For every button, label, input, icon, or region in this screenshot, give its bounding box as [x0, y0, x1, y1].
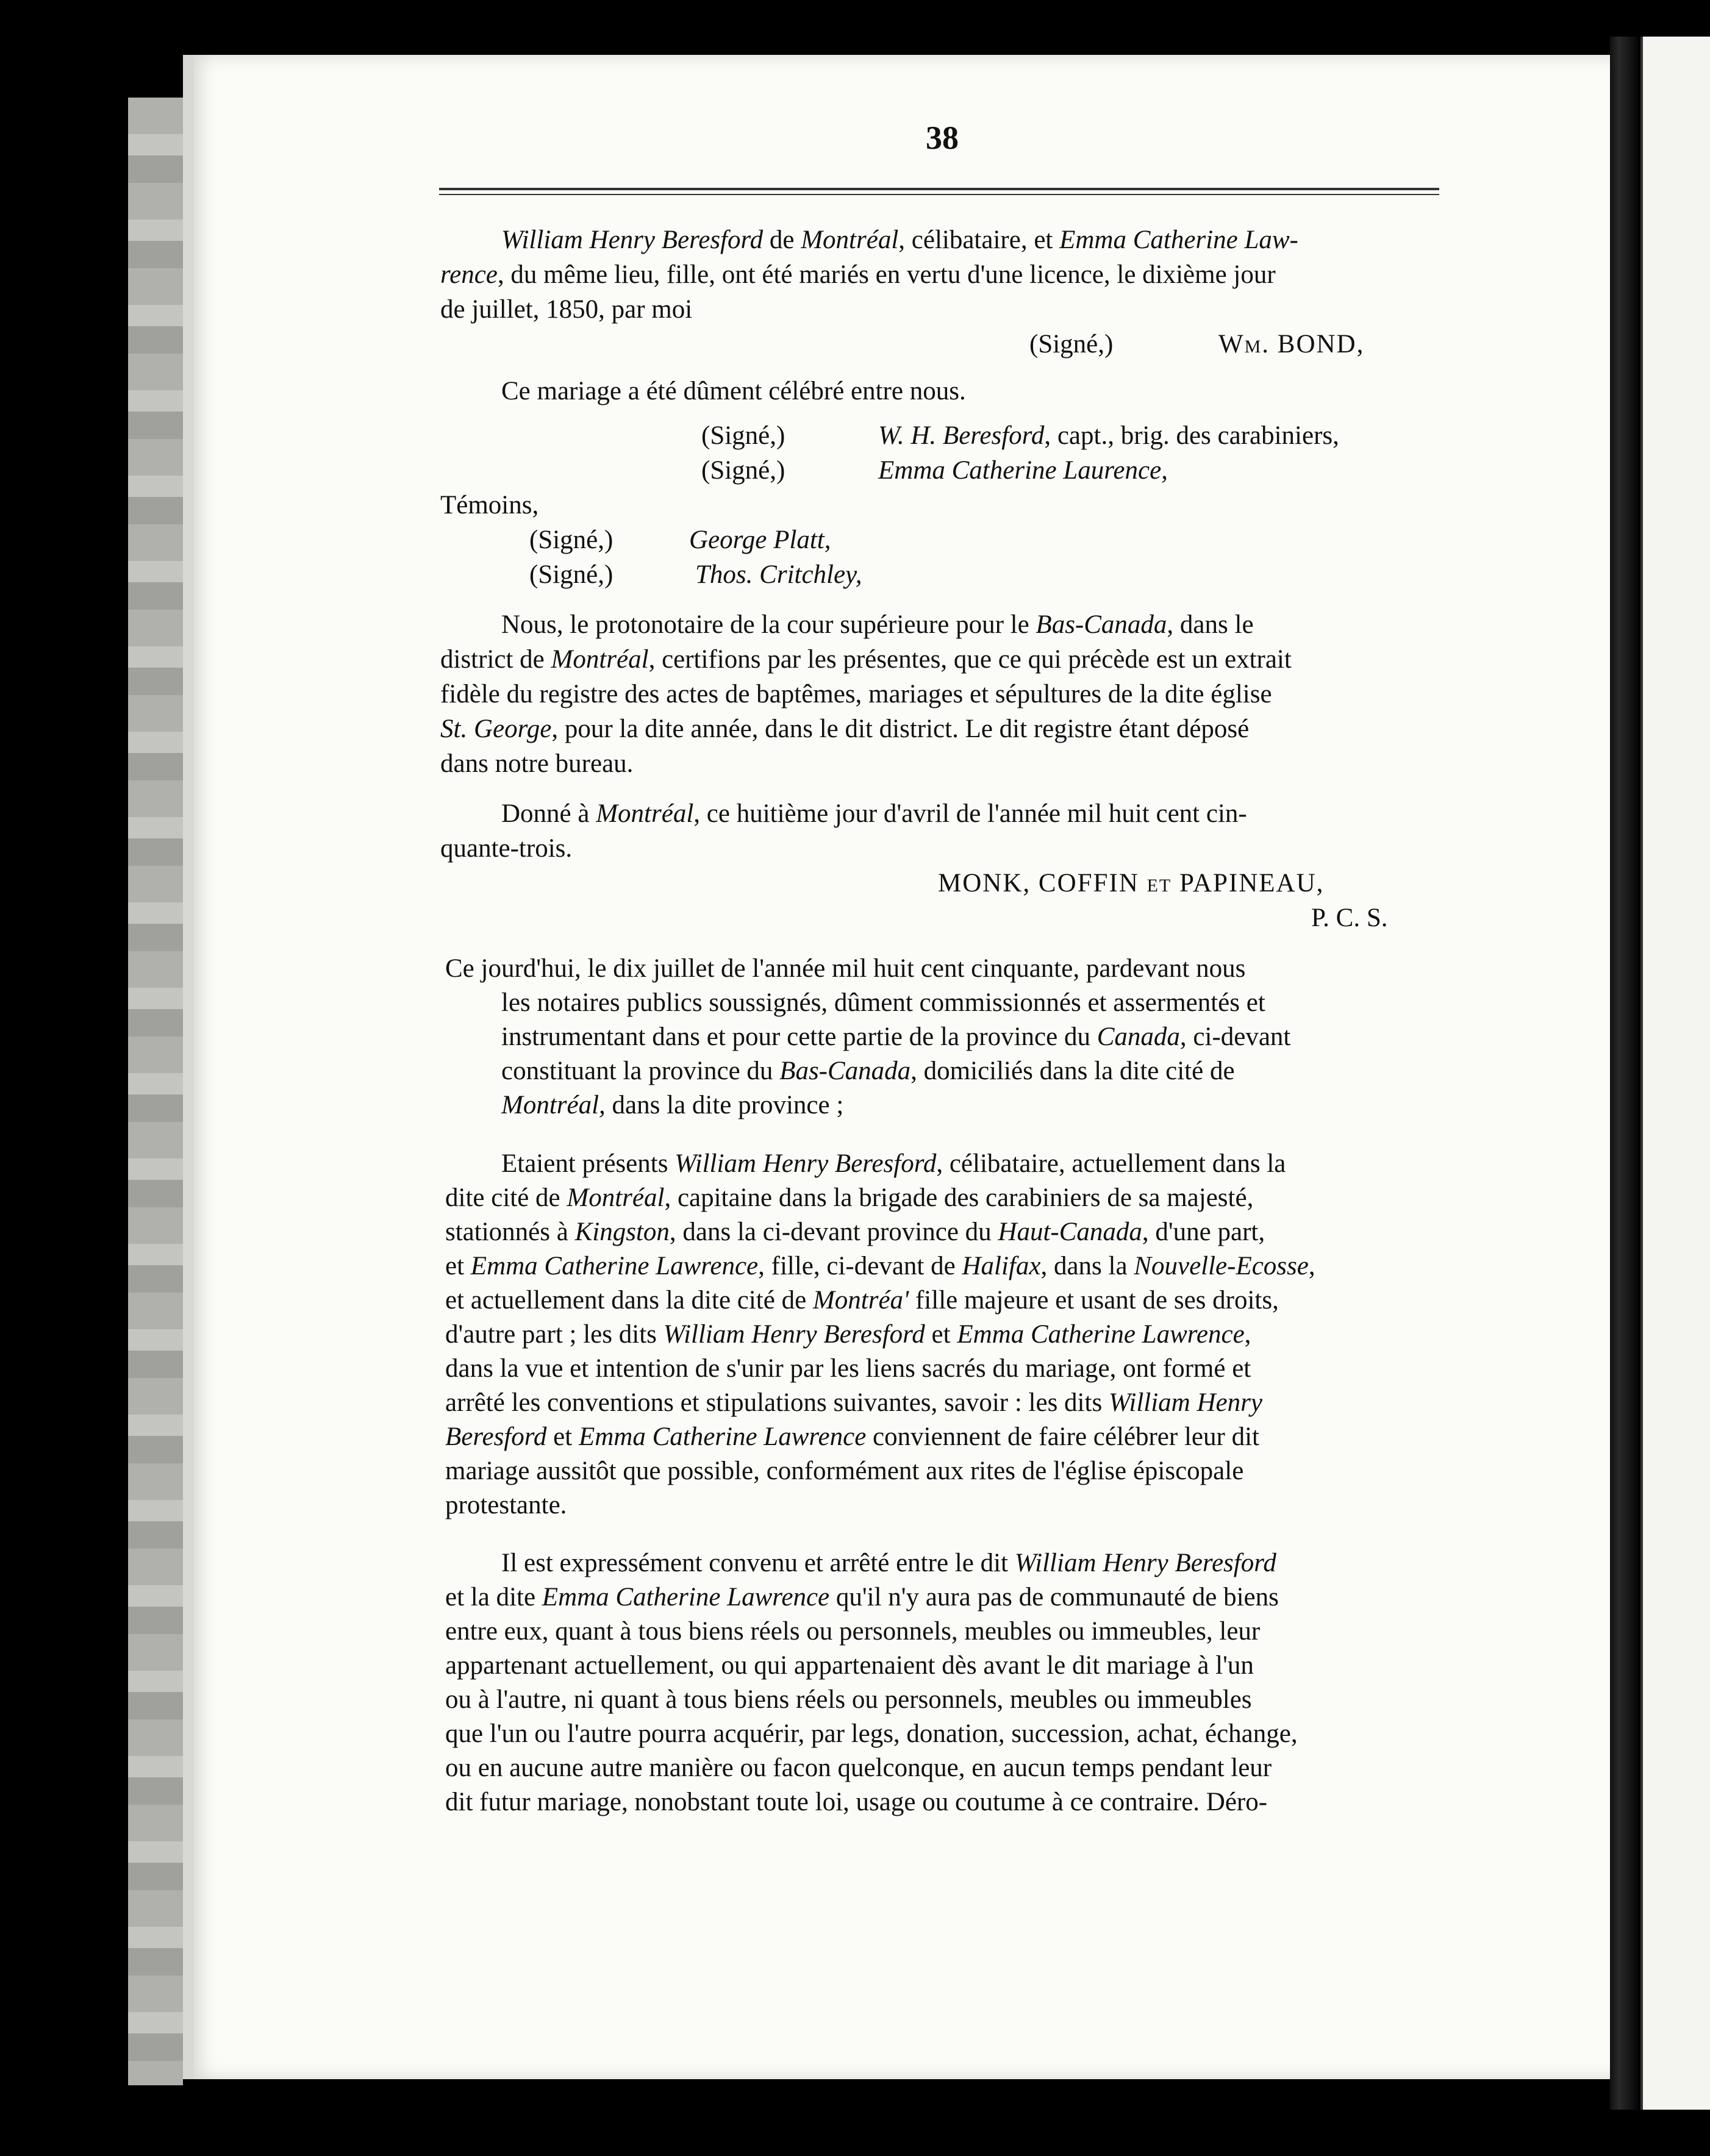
present-parties-line: dans la vue et intention de s'unir par les liens sacrés du mariage, ont formé et — [445, 1354, 1251, 1383]
present-parties-line: d'autre part ; les dits William Henry Beresford et Emma Catherine Lawrence, — [445, 1320, 1251, 1349]
agreement-line: et la dite Emma Catherine Lawrence qu'il n'y aura pas de communauté de biens — [445, 1583, 1279, 1612]
groom-name: William Henry Beresford — [501, 226, 764, 254]
contract-intro-line: Montréal, dans la dite province ; — [501, 1091, 844, 1119]
present-parties-line: stationnés à Kingston, dans la ci-devant province du Haut-Canada, d'une part, — [445, 1218, 1265, 1246]
witness-signed-2: (Signé,) — [529, 560, 614, 589]
contract-intro-line: constituant la province du Bas-Canada, domiciliés dans la dite cité de — [501, 1057, 1235, 1085]
witness-signed-1: (Signé,) — [529, 526, 614, 554]
spouse-signed-2: (Signé,) — [701, 456, 785, 485]
agreement-line: appartenant actuellement, ou qui appartenaient dès avant le dit mariage à l'un — [445, 1651, 1254, 1680]
celebration-statement: Ce mariage a été dûment célébré entre nous. — [501, 377, 966, 405]
agreement-line: Il est expressément convenu et arrêté entre le dit William Henry Beresford — [501, 1549, 1276, 1577]
protonotaries-names: MONK, COFFIN et PAPINEAU, — [938, 869, 1325, 898]
certificate-line-3: fidèle du registre des actes de baptêmes, mariages et sépultures de la dite église — [440, 680, 1272, 709]
header-rule — [439, 188, 1439, 190]
officiant-name: Wm. BOND, — [1218, 330, 1365, 359]
contract-intro-line: les notaires publics soussignés, dûment commissionnés et assermentés et — [501, 988, 1265, 1017]
present-parties-line: et actuellement dans la dite cité de Montréa' fille majeure et usant de ses droits, — [445, 1286, 1279, 1315]
witness-name-2: Thos. Critchley, — [695, 560, 862, 589]
certificate-line-1: Nous, le protonotaire de la cour supérieure pour le Bas-Canada, dans le — [501, 610, 1254, 639]
facing-page-edge — [1640, 37, 1710, 2110]
bride-name: Emma Catherine Law- — [1059, 226, 1298, 254]
protonotaries-title: P. C. S. — [1311, 904, 1388, 932]
witnesses-label: Témoins, — [440, 491, 539, 519]
spouse-signed-1: (Signé,) — [701, 421, 785, 450]
given-line-1: Donné à Montréal, ce huitième jour d'avril de l'année mil huit cent cin- — [501, 799, 1247, 828]
present-parties-line: arrêté les conventions et stipulations suivantes, savoir : les dits William Henry — [445, 1388, 1262, 1417]
spouse-signature-1: W. H. Beresford, capt., brig. des carabiniers, — [878, 421, 1339, 450]
present-parties-line: et Emma Catherine Lawrence, fille, ci-devant de Halifax, dans la Nouvelle-Ecosse, — [445, 1252, 1315, 1280]
header-rule-thin — [439, 194, 1439, 195]
place-name: Montréal — [801, 226, 899, 254]
contract-intro-line: instrumentant dans et pour cette partie de la province du Canada, ci-devant — [501, 1023, 1291, 1051]
contract-intro-line: Ce jourd'hui, le dix juillet de l'année mil huit cent cinquante, pardevant nous — [445, 954, 1246, 983]
given-line-2: quante-trois. — [440, 834, 573, 863]
agreement-line: entre eux, quant à tous biens réels ou personnels, meubles ou immeubles, leur — [445, 1617, 1261, 1646]
marriage-record-line-1: William Henry Beresford de Montréal, célibataire, et Emma Catherine Law- — [501, 226, 1298, 254]
agreement-line: dit futur mariage, nonobstant toute loi, usage ou coutume à ce contraire. Déro- — [445, 1788, 1268, 1816]
present-parties-line: Beresford et Emma Catherine Lawrence conviennent de faire célébrer leur dit — [445, 1422, 1259, 1451]
signature-label: (Signé,) — [1029, 330, 1114, 359]
certificate-line-2: district de Montréal, certifions par les présentes, que ce qui précède est un extrait — [440, 645, 1292, 674]
agreement-line: ou à l'autre, ni quant à tous biens réels ou personnels, meubles ou immeubles — [445, 1685, 1252, 1714]
worn-page-edge — [128, 98, 183, 2085]
binding-gutter — [1610, 37, 1640, 2110]
page-number: 38 — [926, 120, 959, 156]
spouse-signature-2: Emma Catherine Laurence, — [878, 456, 1168, 485]
marriage-record-line-2: rence, du même lieu, fille, ont été mariés en vertu d'une licence, le dixième jour — [440, 260, 1276, 289]
agreement-line: ou en aucune autre manière ou facon quelconque, en aucun temps pendant leur — [445, 1754, 1272, 1782]
certificate-line-5: dans notre bureau. — [440, 749, 634, 778]
witness-name-1: George Platt, — [689, 526, 831, 554]
certificate-line-4: St. George, pour la dite année, dans le dit district. Le dit registre étant déposé — [440, 715, 1250, 743]
present-parties-line: Etaient présents William Henry Beresford, célibataire, actuellement dans la — [501, 1149, 1286, 1178]
agreement-line: que l'un ou l'autre pourra acquérir, par legs, donation, succession, achat, échange, — [445, 1719, 1298, 1748]
present-parties-line: mariage aussitôt que possible, conformément aux rites de l'église épiscopale — [445, 1457, 1244, 1485]
present-parties-line: dite cité de Montréal, capitaine dans la brigade des carabiniers de sa majesté, — [445, 1183, 1254, 1212]
marriage-record-line-3: de juillet, 1850, par moi — [440, 295, 693, 324]
present-parties-line: protestante. — [445, 1491, 567, 1519]
